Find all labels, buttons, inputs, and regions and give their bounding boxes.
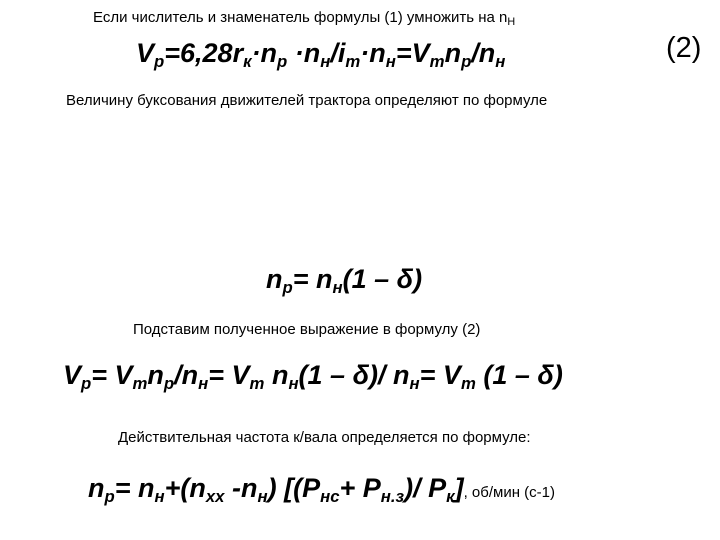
formula-4-part-2: +(n bbox=[164, 473, 206, 503]
formula-slip-part-2: (1 – δ) bbox=[342, 264, 423, 294]
formula-3-nn2-sub: н bbox=[288, 374, 299, 394]
formula-2-part-5: ·n bbox=[360, 38, 386, 68]
formula-2-part-8: /n bbox=[471, 38, 496, 68]
formula-4-part-3: -n bbox=[224, 473, 258, 503]
formula-slip-n: n bbox=[266, 264, 283, 294]
formula-2-np-sub: р bbox=[277, 52, 288, 72]
formula-2-it-sub: т bbox=[345, 52, 361, 72]
formula-4-part-1: = n bbox=[114, 473, 155, 503]
formula-3-nn3-sub: н bbox=[409, 374, 420, 394]
formula-2-nn2-sub: н bbox=[385, 52, 396, 72]
formula-2-part-1: =6,28r bbox=[164, 38, 244, 68]
formula-3-part-5: n bbox=[264, 360, 289, 390]
intro-text-subscript: Н bbox=[507, 16, 516, 29]
formula-slip-n-sub: р bbox=[282, 278, 293, 298]
formula-4-n-sub: р bbox=[104, 487, 115, 507]
formula-3 bbox=[63, 360, 563, 394]
formula-4-part-6: )/ P bbox=[404, 473, 447, 503]
formula-slip bbox=[266, 264, 423, 298]
formula-3-vt2-sub: т bbox=[249, 374, 265, 394]
formula-4-pnz-sub: н.з bbox=[380, 487, 405, 507]
formula-3-vt-sub: т bbox=[132, 374, 148, 394]
formula-4-nn-sub: н bbox=[154, 487, 165, 507]
substitute-text: Подставим полученное выражение в формулу (2) bbox=[133, 321, 481, 338]
formula-4-pk-sub: к bbox=[446, 487, 455, 507]
formula-3-v: V bbox=[63, 360, 82, 390]
formula-3-part-3: /n bbox=[174, 360, 199, 390]
formula-3-v-sub: р bbox=[81, 374, 92, 394]
formula-2-vt-sub: т bbox=[429, 52, 445, 72]
formula-3-part-7: = V bbox=[419, 360, 461, 390]
formula-3-part-8: (1 – δ) bbox=[475, 360, 563, 390]
intro-text-main: Если числитель и знаменатель формулы (1) умножить на n bbox=[93, 9, 508, 26]
formula-2-part-7: n bbox=[444, 38, 462, 68]
formula-2-v: V bbox=[136, 38, 155, 68]
formula-2-part-3: ·n bbox=[287, 38, 321, 68]
formula-3-part-6: (1 – δ)/ n bbox=[298, 360, 410, 390]
formula-2-part-6: =V bbox=[395, 38, 430, 68]
formula-2-np2-sub: р bbox=[461, 52, 472, 72]
formula-4-pnc-sub: нс bbox=[320, 487, 340, 507]
intro-text bbox=[93, 9, 516, 29]
formula-4-unit: , об/мин (с-1) bbox=[463, 484, 555, 501]
slip-intro-text: Величину буксования движителей трактора определяют по формуле bbox=[66, 92, 548, 109]
formula-3-vt3-sub: т bbox=[460, 374, 476, 394]
formula-2-rk-sub: к bbox=[243, 52, 252, 72]
formula-4-nxx-sub: хх bbox=[205, 487, 225, 507]
formula-3-part-2: n bbox=[147, 360, 164, 390]
formula-2-v-sub: р bbox=[154, 52, 165, 72]
formula-2-part-2: ·n bbox=[251, 38, 278, 68]
formula-4-n: n bbox=[88, 473, 105, 503]
formula-3-np-sub: р bbox=[163, 374, 175, 394]
formula-2-nn3-sub: н bbox=[495, 52, 506, 72]
equation-number: (2) bbox=[666, 32, 702, 64]
formula-4-part-7: ] bbox=[454, 473, 464, 503]
formula-slip-part-1: = n bbox=[292, 264, 333, 294]
formula-slip-nn-sub: н bbox=[332, 278, 343, 298]
formula-2 bbox=[136, 38, 506, 72]
formula-3-nn-sub: н bbox=[198, 374, 209, 394]
formula-4-part-4: ) [(P bbox=[267, 473, 321, 503]
formula-2-nn-sub: н bbox=[320, 52, 331, 72]
formula-4-part-5: + P bbox=[339, 473, 381, 503]
formula-3-part-1: = V bbox=[91, 360, 133, 390]
formula-4 bbox=[88, 473, 555, 507]
crank-text: Действительная частота к/вала определяется по формуле: bbox=[118, 429, 531, 446]
formula-2-part-4: /i bbox=[330, 38, 346, 68]
formula-4-nn2-sub: н bbox=[257, 487, 268, 507]
formula-3-part-4: = V bbox=[208, 360, 250, 390]
